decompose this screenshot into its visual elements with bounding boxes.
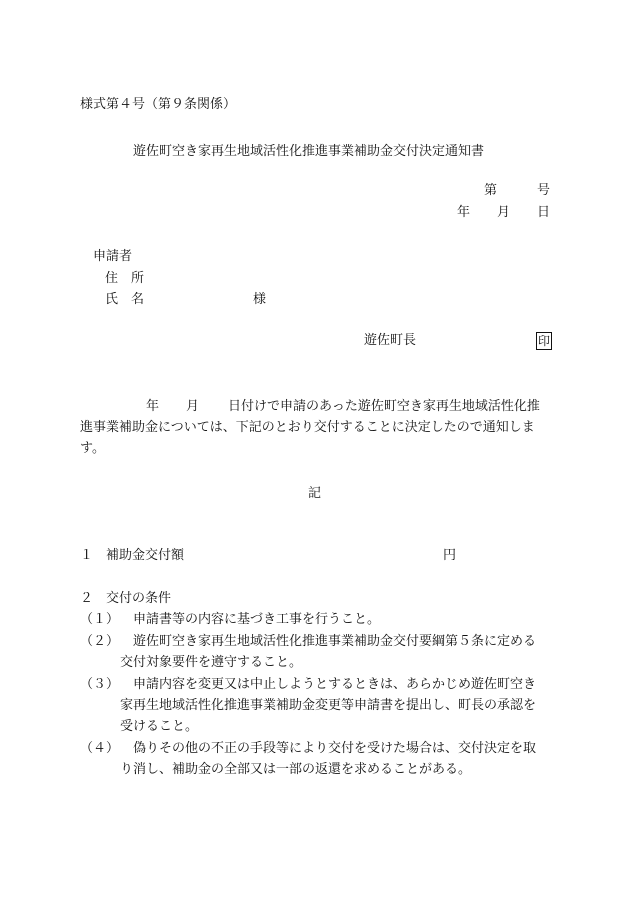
- seal-mark: 印: [537, 334, 550, 348]
- item2-label: 交付の条件: [106, 591, 172, 606]
- ki-heading: 記: [308, 486, 322, 501]
- condition-2-line-2: 交付対象要件を遵守すること。: [120, 655, 303, 670]
- item1-number: １: [80, 548, 94, 563]
- form-label: 様式第４号（第９条関係）: [80, 97, 237, 112]
- number-dai: 第: [484, 183, 498, 198]
- body-year: 年: [146, 399, 160, 414]
- applicant-heading: 申請者: [93, 249, 133, 264]
- address-label: 住 所: [105, 271, 145, 286]
- condition-4-line-1: 偽りその他の不正の手段等により交付を受けた場合は、交付決定を取: [133, 741, 537, 756]
- honorific-sama: 様: [253, 292, 267, 307]
- date-month: 月: [497, 205, 511, 220]
- condition-3-number: （３）: [80, 677, 120, 692]
- condition-1-line-1: 申請書等の内容に基づき工事を行うこと。: [133, 612, 381, 627]
- condition-4-number: （４）: [80, 741, 120, 756]
- document-title: 遊佐町空き家再生地域活性化推進事業補助金交付決定通知書: [133, 144, 485, 159]
- number-go: 号: [537, 183, 551, 198]
- body-line-1: 日付けで申請のあった遊佐町空き家再生地域活性化推: [228, 399, 540, 414]
- body-month: 月: [186, 399, 200, 414]
- condition-2-line-1: 遊佐町空き家再生地域活性化推進事業補助金交付要綱第５条に定める: [133, 634, 537, 649]
- item1-label: 補助金交付額: [106, 548, 185, 563]
- issuer-title: 遊佐町長: [364, 333, 417, 348]
- item1-unit: 円: [443, 548, 457, 563]
- date-day: 日: [537, 205, 551, 220]
- condition-3-line-1: 申請内容を変更又は中止しようとするときは、あらかじめ遊佐町空き: [133, 677, 537, 692]
- body-line-2: 進事業補助金については、下記のとおり交付することに決定したので通知しま: [80, 420, 535, 435]
- name-label: 氏 名: [105, 292, 145, 307]
- date-year: 年: [457, 205, 471, 220]
- condition-3-line-3: 受けること。: [120, 719, 199, 734]
- body-line-3: す。: [80, 441, 105, 456]
- condition-3-line-2: 家再生地域活性化推進事業補助金変更等申請書を提出し、町長の承認を: [120, 698, 537, 713]
- item2-number: ２: [80, 591, 94, 606]
- condition-1-number: （１）: [80, 612, 120, 627]
- condition-4-line-2: り消し、補助金の全部又は一部の返還を求めることがある。: [120, 762, 472, 777]
- condition-2-number: （２）: [80, 634, 120, 649]
